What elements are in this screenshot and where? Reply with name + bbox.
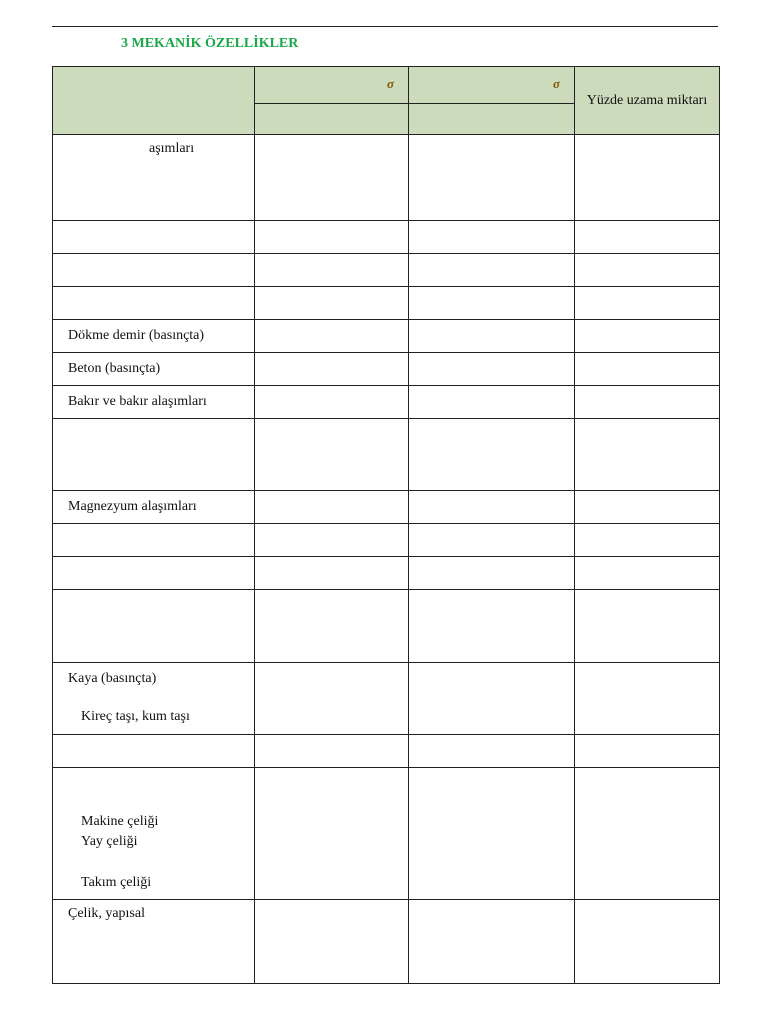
- row-label-beton: Beton (basınçta): [68, 361, 161, 376]
- table-row: [53, 135, 720, 221]
- table-row: [53, 768, 720, 900]
- table-row: [53, 663, 720, 735]
- table-row: [53, 557, 720, 590]
- table-row: [53, 900, 720, 984]
- table-row: [53, 221, 720, 254]
- table-row: [53, 320, 720, 353]
- row-label-celik-yapisal: Çelik, yapısal: [68, 906, 145, 921]
- row-label-magnezyum: Magnezyum alaşımları: [68, 499, 197, 514]
- row-label-makine-celigi: Makine çeliği: [81, 814, 159, 829]
- table-row: [53, 491, 720, 524]
- top-rule: [52, 26, 718, 27]
- table-row: [53, 386, 720, 419]
- row-label-kaya: Kaya (basınçta): [68, 671, 157, 686]
- header-sigma-1-unit-cell: [255, 104, 409, 135]
- table-row: [53, 353, 720, 386]
- spacer: [53, 852, 254, 873]
- row-label-bakir: Bakır ve bakır alaşımları: [68, 394, 207, 409]
- row-label-kirec-tasi: Kireç taşı, kum taşı: [81, 709, 190, 724]
- sigma-2-symbol: σ: [552, 76, 560, 91]
- header-sigma-2-unit-cell: [409, 104, 575, 135]
- row-label-yay-celigi: Yay çeliği: [81, 834, 138, 849]
- header-sigma-2-cell: [409, 67, 575, 104]
- table-row: [53, 287, 720, 320]
- mechanical-properties-table: [52, 66, 720, 984]
- table-row: [53, 735, 720, 768]
- row-label-takim-celigi: Takım çeliği: [81, 875, 152, 890]
- row-label-dokme-demir: Dökme demir (basınçta): [68, 328, 205, 343]
- table-row: [53, 254, 720, 287]
- sigma-1-symbol: σ: [386, 76, 394, 91]
- table-row: [53, 419, 720, 491]
- table-header-row: [53, 67, 720, 104]
- header-material-cell: [53, 67, 255, 135]
- steel-subtypes: [53, 768, 254, 893]
- section-title: 3 MEKANİK ÖZELLİKLER: [121, 36, 299, 51]
- header-sigma-1-cell: [255, 67, 409, 104]
- header-elongation: Yüzde uzama miktarı: [575, 67, 720, 135]
- row-label-alasimlari: aşımları: [149, 141, 195, 156]
- table-row: [53, 524, 720, 557]
- table-row: [53, 590, 720, 663]
